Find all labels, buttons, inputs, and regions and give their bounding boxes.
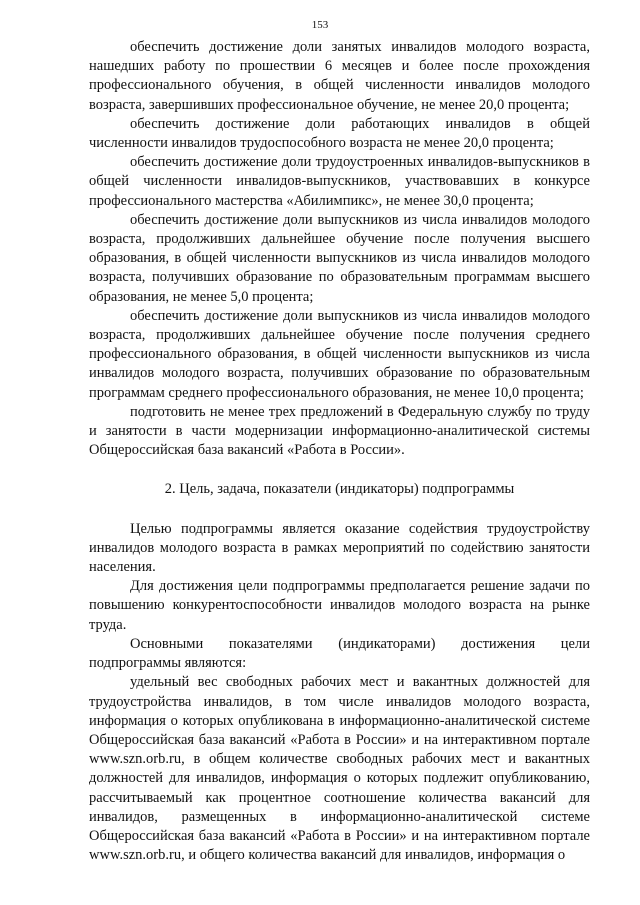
paragraph-5: обеспечить достижение доли выпускников из числа инвалидов молодого возраста, продолживших дальнейшее обучение после получения среднего профессионального образования, в общей численности выпускников из числа инвалидов молодого возраста, получивших образование по образовательным программам среднего профессионального образования, не менее 10,0 процента; bbox=[89, 307, 590, 401]
paragraph-2: обеспечить достижение доли работающих инвалидов в общей численности инвалидов трудоспособного возраста не менее 20,0 процента; bbox=[89, 115, 590, 152]
section-heading: 2. Цель, задача, показатели (индикаторы) подпрограммы bbox=[164, 481, 515, 498]
section-paragraph-4: удельный вес свободных рабочих мест и вакантных должностей для трудоустройства инвалидов, в том числе инвалидов молодого возраста, информация о которых опубликована в информационно-аналитической системе Общероссийская база вакансий «Работа в России» и на интерактивном портале www.szn.orb.ru, в общем количестве свободных рабочих мест и вакантных должностей для инвалидов, информация о которых подлежит опубликованию, рассчитываемый как процентное соотношение количества вакансий для инвалидов, размещенных в информационно-аналитической системе Общероссийская база вакансий «Работа в России» и на интерактивном портале www.szn.orb.ru, и общего количества вакансий для инвалидов, информация о bbox=[89, 674, 590, 864]
paragraph-6: подготовить не менее трех предложений в Федеральную службу по труду и занятости в части модернизации информационно-аналитической системы Общероссийская база вакансий «Работа в России». bbox=[89, 403, 590, 459]
page-number: 153 bbox=[311, 19, 329, 31]
section-paragraph-1: Целью подпрограммы является оказание содействия трудоустройству инвалидов молодого возраста в рамках мероприятий по содействию занятости населения. bbox=[89, 520, 590, 576]
page-body bbox=[89, 38, 590, 865]
section-paragraph-2: Для достижения цели подпрограммы предполагается решение задачи по повышению конкурентоспособности инвалидов молодого возраста на рынке труда. bbox=[89, 578, 590, 633]
paragraph-1: обеспечить достижение доли занятых инвалидов молодого возраста, нашедших работу по прошествии 6 месяцев и более после прохождения профессионального обучения, в общей численности инвалидов молодого возраста, завершивших профессиональное обучение, не менее 20,0 процента; bbox=[89, 39, 590, 113]
paragraph-3: обеспечить достижение доли трудоустроенных инвалидов-выпускников в общей численности инвалидов-выпускников, участвовавших в конкурсе профессионального мастерства «Абилимпикс», не менее 30,0 процента; bbox=[89, 154, 590, 209]
paragraph-4: обеспечить достижение доли выпускников из числа инвалидов молодого возраста, продолживших дальнейшее обучение после получения высшего образования, в общей численности выпускников из числа инвалидов молодого возраста, получивших образование по образовательным программам высшего образования, не менее 5,0 процента; bbox=[89, 211, 590, 305]
section-paragraph-3: Основными показателями (индикаторами) достижения цели подпрограммы являются: bbox=[89, 635, 590, 672]
